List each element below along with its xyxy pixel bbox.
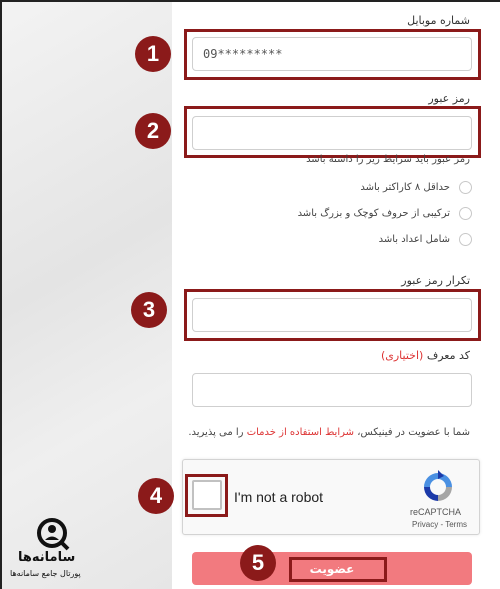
highlight-submit xyxy=(289,557,387,582)
highlight-password xyxy=(184,106,481,158)
referral-label-text: کد معرف xyxy=(426,349,470,362)
rule-text-2: ترکیبی از حروف کوچک و بزرگ باشد xyxy=(297,208,450,219)
step-badge-2: 2 xyxy=(135,113,171,149)
watermark-title: سامانه‌ها xyxy=(18,550,76,565)
terms-link[interactable]: شرایط استفاده از خدمات xyxy=(246,427,355,438)
rule-radio-1 xyxy=(459,181,472,194)
recaptcha-privacy-link[interactable]: Privacy xyxy=(412,520,439,529)
step-badge-4: 4 xyxy=(138,478,174,514)
terms-suffix: را می پذیرید. xyxy=(188,427,244,438)
rule-radio-3 xyxy=(459,233,472,246)
highlight-captcha xyxy=(185,474,228,517)
password-label: رمز عبور xyxy=(428,92,470,105)
repeat-password-label: تکرار رمز عبور xyxy=(401,274,470,287)
step-badge-3: 3 xyxy=(131,292,167,328)
referral-label xyxy=(381,349,470,362)
recaptcha-label: I'm not a robot xyxy=(234,489,324,505)
recaptcha-logo-icon xyxy=(420,469,456,505)
password-rules-intro: رمز عبور باید شرایط زیر را داشته باشد xyxy=(306,154,470,165)
highlight-mobile xyxy=(184,29,481,80)
watermark-subtitle: پورتال جامع سامانه‌ها xyxy=(10,569,81,578)
terms-prefix: شما با عضویت در فینیکس، xyxy=(357,427,470,438)
referral-optional: (اختیاری) xyxy=(380,349,424,362)
mobile-label: شماره موبایل xyxy=(407,14,470,27)
referral-input[interactable] xyxy=(192,373,472,407)
step-badge-5: 5 xyxy=(240,545,276,581)
rule-radio-2 xyxy=(459,207,472,220)
recaptcha-links xyxy=(412,520,467,529)
terms-notice xyxy=(188,427,470,438)
rule-text-3: شامل اعداد باشد xyxy=(378,234,450,245)
rule-text-1: حداقل ۸ کاراکتر باشد xyxy=(360,182,450,193)
highlight-repeat xyxy=(184,289,481,341)
recaptcha-brand: reCAPTCHA xyxy=(410,507,462,517)
step-badge-1: 1 xyxy=(135,36,171,72)
recaptcha-separator: - xyxy=(440,520,444,529)
register-button[interactable]: عضویت xyxy=(192,552,472,585)
recaptcha-terms-link[interactable]: Terms xyxy=(445,520,467,529)
